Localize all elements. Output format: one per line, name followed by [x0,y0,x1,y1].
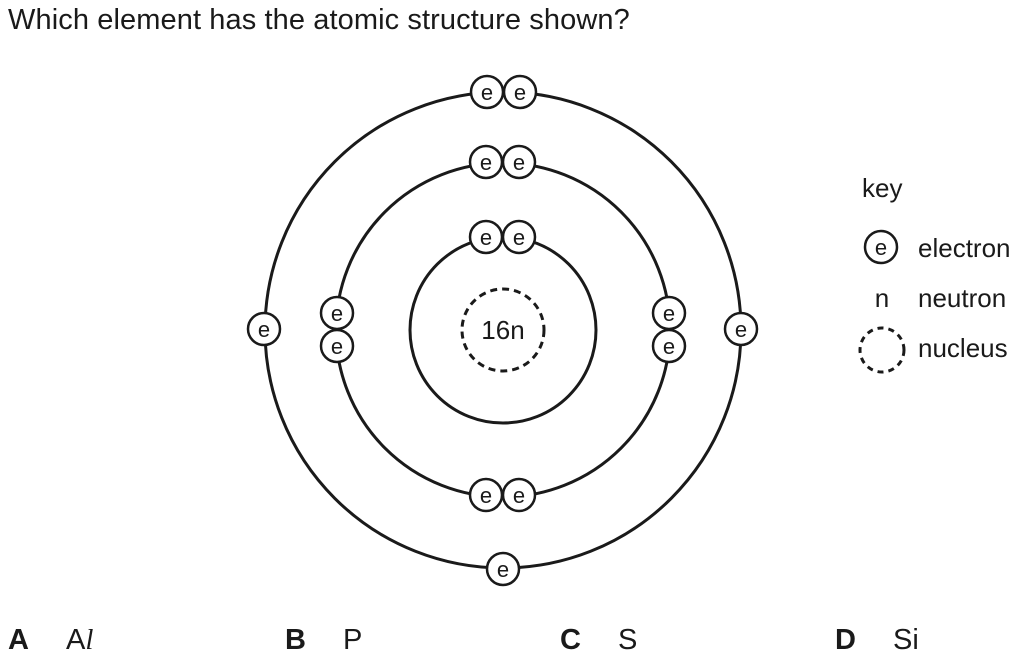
electron [653,297,685,329]
svg-text:e: e [512,483,526,508]
svg-text:e: e [479,225,493,250]
key-electron-label: electron [918,233,1011,263]
svg-text:e: e [874,235,888,260]
electron [504,76,536,108]
key-neutron-label: neutron [918,283,1007,313]
electron [487,553,519,585]
option-c[interactable] [560,624,637,657]
electron [471,76,503,108]
key-nucleus-label: nucleus [918,333,1008,363]
key-electron-icon [865,231,897,263]
svg-text:e: e [734,317,748,342]
svg-text:e: e [480,80,494,105]
electron [725,313,757,345]
svg-text:e: e [330,334,344,359]
electron [503,146,535,178]
electron [470,146,502,178]
option-symbol: S [618,624,638,656]
svg-text:e: e [512,150,526,175]
svg-text:e: e [662,301,676,326]
electron [470,221,502,253]
option-letter: D [835,624,856,656]
option-b[interactable] [285,624,362,657]
svg-text:e: e [513,80,527,105]
svg-text:e: e [512,225,526,250]
electron [503,221,535,253]
question-text: Which element has the atomic structure shown? [8,4,630,36]
svg-text:e: e [257,317,271,342]
electron [653,330,685,362]
svg-text:e: e [496,557,510,582]
electron [321,330,353,362]
nucleus-label: 16n [481,315,525,345]
svg-text:e: e [479,483,493,508]
option-symbol: P [343,624,363,656]
key-title: key [862,173,903,203]
svg-text:e: e [662,334,676,359]
option-letter: C [560,624,581,656]
electron [248,313,280,345]
electron [503,479,535,511]
electron [470,479,502,511]
svg-text:e: e [330,301,344,326]
option-symbol: Al [66,624,94,656]
option-a[interactable] [8,624,93,657]
option-symbol: Si [893,624,919,656]
option-d[interactable] [835,624,919,657]
option-letter: B [285,624,306,656]
key-nucleus-icon [860,328,904,372]
key-panel [860,173,1011,372]
key-neutron-symbol: n [874,283,890,313]
electron [321,297,353,329]
option-letter: A [8,624,29,656]
svg-text:e: e [479,150,493,175]
